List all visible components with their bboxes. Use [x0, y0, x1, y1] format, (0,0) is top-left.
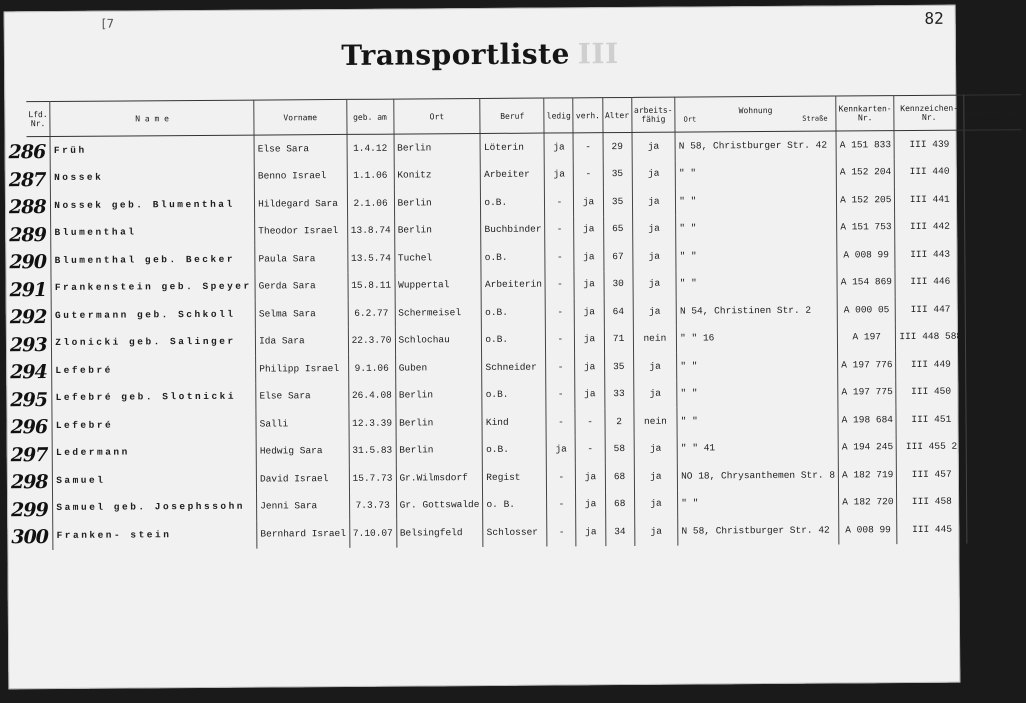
id-card-number-cell: A 008 99: [839, 516, 898, 544]
row-number-cell: [9, 275, 51, 303]
row-number-cell: [9, 330, 52, 358]
married-status-cell: -: [573, 133, 602, 161]
birth-date-cell: 22.3.70: [348, 327, 395, 355]
birth-place-cell: Berlin: [395, 382, 482, 410]
birth-place-cell: Wuppertal: [395, 272, 482, 300]
birth-place-cell: Berlin: [396, 436, 483, 464]
occupation-cell: o. B.: [483, 491, 547, 519]
birth-place-cell: Belsingfeld: [396, 519, 483, 547]
occupation-cell: Arbeiterin: [481, 271, 545, 299]
handwritten-number: 290: [9, 251, 47, 274]
residence-cell: NO 18, Chrysanthemen Str. 8: [677, 462, 838, 491]
wohnung-ort-label: Ort: [683, 114, 697, 124]
handwritten-number: 288: [8, 196, 46, 219]
age-cell: 35: [603, 160, 632, 188]
handwritten-number: 287: [8, 168, 46, 191]
person-name-cell: Samuel geb. Josephssohn: [53, 493, 257, 522]
age-cell: 2: [604, 408, 633, 436]
remarks-cell: [964, 130, 1022, 158]
birth-place-cell: Berlin: [394, 217, 481, 245]
single-status-cell: -: [545, 216, 574, 244]
married-status-cell: ja: [575, 381, 604, 409]
residence-cell: N 54, Christinen Str. 2: [676, 297, 837, 326]
id-card-number-cell: A 151 833: [836, 131, 895, 159]
handwritten-number: 297: [10, 443, 48, 466]
birth-place-cell: Konitz: [394, 162, 481, 190]
remarks-cell: [966, 460, 1024, 488]
handwritten-number: 299: [11, 498, 48, 521]
page-title: [4, 35, 956, 75]
col-vorname: Vorname: [254, 99, 347, 135]
id-card-number-cell: A 197 775: [838, 379, 897, 407]
person-name-cell: Lefebré geb. Slotnicki: [52, 383, 256, 412]
col-bemerkungen: Bemerkungen: [964, 95, 1022, 130]
remarks-cell: [966, 378, 1024, 406]
birth-date-cell: 7.10.07: [349, 520, 396, 548]
transport-table: [8, 94, 1024, 549]
fit-for-work-cell: ja: [632, 243, 676, 271]
first-name-cell: Paula Sara: [255, 245, 348, 273]
married-status-cell: ja: [575, 326, 604, 354]
handwritten-number: 286: [8, 141, 46, 164]
married-status-cell: ja: [576, 463, 605, 491]
col-kennzeichen: Kennzeichen-Nr.: [894, 95, 964, 130]
row-number-cell: [9, 220, 51, 248]
document-page: [4, 5, 1020, 690]
remarks-cell: [965, 213, 1023, 241]
birth-date-cell: 2.1.06: [347, 190, 394, 218]
married-status-cell: -: [576, 436, 605, 464]
occupation-cell: Arbeiter: [481, 161, 545, 189]
birth-date-cell: 1.1.06: [347, 162, 394, 190]
title-text: Transportliste: [341, 37, 570, 72]
mark-number-cell: III 446: [895, 268, 965, 296]
mark-number-cell: III 445: [897, 516, 967, 544]
occupation-cell: o.B.: [481, 244, 545, 272]
residence-cell: " ": [677, 407, 838, 436]
occupation-cell: Schlosser: [483, 519, 547, 547]
handwritten-number: 294: [10, 361, 47, 384]
birth-date-cell: 15.7.73: [349, 465, 396, 493]
birth-date-cell: 7.3.73: [349, 492, 396, 520]
handwritten-number: 300: [11, 526, 49, 549]
birth-place-cell: Berlin: [395, 409, 482, 437]
residence-cell: " " 41: [677, 434, 838, 463]
person-name-cell: Franken- stein: [53, 521, 257, 550]
person-name-cell: Nossek: [50, 163, 254, 192]
id-card-number-cell: A 000 05: [837, 296, 896, 324]
fit-for-work-cell: ja: [632, 215, 676, 243]
single-status-cell: -: [545, 243, 574, 271]
title-suffix: III: [577, 37, 619, 71]
residence-cell: N 58, Christburger Str. 42: [678, 517, 839, 546]
first-name-cell: Theodor Israel: [255, 217, 348, 245]
id-card-number-cell: A 152 205: [837, 186, 896, 214]
remarks-cell: [965, 268, 1023, 296]
birth-date-cell: 13.8.74: [347, 217, 394, 245]
col-geb: geb. am: [346, 99, 393, 134]
single-status-cell: -: [547, 491, 576, 519]
id-card-number-cell: A 151 753: [837, 214, 896, 242]
residence-cell: " ": [676, 269, 837, 298]
residence-cell: " ": [676, 187, 837, 216]
single-status-cell: -: [547, 463, 576, 491]
birth-place-cell: Gr. Gottswalde: [396, 491, 483, 519]
mark-number-cell: III 450: [896, 378, 966, 406]
handwritten-number: 293: [9, 333, 47, 356]
age-cell: 67: [603, 243, 632, 271]
age-cell: 30: [604, 270, 633, 298]
residence-cell: " ": [676, 214, 837, 243]
age-cell: 29: [603, 132, 632, 160]
fit-for-work-cell: ja: [634, 490, 678, 518]
fit-for-work-cell: ja: [632, 188, 676, 216]
person-name-cell: Nossek geb. Blumenthal: [51, 191, 255, 220]
first-name-cell: Jenni Sara: [257, 492, 350, 520]
fit-for-work-cell: ja: [634, 463, 678, 491]
single-status-cell: ja: [546, 436, 575, 464]
fit-for-work-cell: ja: [632, 160, 676, 188]
occupation-cell: Löterin: [480, 133, 544, 161]
remarks-cell: [964, 158, 1022, 186]
occupation-cell: o.B.: [482, 326, 546, 354]
handwritten-number: 296: [10, 416, 48, 439]
fit-for-work-cell: ja: [633, 380, 677, 408]
col-kennkarte: Kennkarten-Nr.: [836, 96, 895, 131]
single-status-cell: -: [545, 271, 574, 299]
mark-number-cell: III 457: [897, 461, 967, 489]
mark-number-cell: III 458: [897, 488, 967, 516]
col-beruf: Beruf: [480, 98, 544, 133]
id-card-number-cell: A 194 245: [838, 434, 897, 462]
mark-number-cell: III 442: [895, 213, 965, 241]
mark-number-cell: III 439: [894, 130, 964, 158]
fit-for-work-cell: ja: [632, 132, 676, 160]
residence-cell: " ": [676, 242, 837, 271]
person-name-cell: Ledermann: [52, 438, 256, 467]
id-card-number-cell: A 182 720: [839, 489, 898, 517]
col-lfd: Lfd. Nr.: [26, 102, 50, 137]
birth-date-cell: 1.4.12: [347, 134, 394, 162]
mark-number-cell: III 443: [895, 241, 965, 269]
person-name-cell: Zlonicki geb. Salinger: [52, 328, 256, 357]
wohnung-strasse-label: Straße: [802, 114, 828, 123]
id-card-number-cell: A 197 776: [838, 351, 897, 379]
mark-number-cell: III 449: [896, 351, 966, 379]
birth-place-cell: Schlochau: [395, 327, 482, 355]
first-name-cell: Else Sara: [256, 382, 349, 410]
single-status-cell: ja: [544, 133, 573, 161]
married-status-cell: ja: [574, 271, 603, 299]
person-name-cell: Samuel: [53, 466, 257, 495]
first-name-cell: Hildegard Sara: [254, 190, 347, 218]
residence-cell: " " 16: [677, 324, 838, 353]
remarks-cell: [966, 323, 1024, 351]
birth-place-cell: Berlin: [394, 134, 481, 163]
mark-number-cell: III 447: [896, 296, 966, 324]
residence-cell: " ": [677, 379, 838, 408]
row-number-cell: [10, 412, 52, 440]
mark-number-cell: III 441: [895, 186, 965, 214]
col-wohnung: [675, 96, 836, 132]
occupation-cell: o.B.: [482, 381, 546, 409]
age-cell: 65: [603, 215, 632, 243]
first-name-cell: Bernhard Israel: [257, 520, 350, 548]
single-status-cell: -: [547, 518, 576, 546]
first-name-cell: Gerda Sara: [255, 272, 348, 300]
single-status-cell: -: [546, 353, 575, 381]
row-number-cell: [11, 522, 53, 550]
remarks-cell: [965, 240, 1023, 268]
single-status-cell: -: [546, 408, 575, 436]
table-row: [29, 515, 1024, 549]
person-name-cell: Blumenthal geb. Becker: [51, 246, 255, 275]
age-cell: 35: [603, 188, 632, 216]
remarks-cell: [965, 295, 1023, 323]
person-name-cell: Frankenstein geb. Speyer: [51, 273, 255, 302]
birth-date-cell: 13.5.74: [347, 245, 394, 273]
married-status-cell: ja: [576, 518, 605, 546]
occupation-cell: Buchbinder: [481, 216, 545, 244]
birth-place-cell: Guben: [395, 354, 482, 382]
fit-for-work-cell: ja: [633, 298, 677, 326]
single-status-cell: -: [545, 188, 574, 216]
id-card-number-cell: A 008 99: [837, 241, 896, 269]
first-name-cell: Salli: [256, 410, 349, 438]
person-name-cell: Gutermann geb. Schkoll: [51, 301, 255, 330]
row-number-cell: [10, 440, 53, 468]
id-card-number-cell: A 182 719: [838, 461, 897, 489]
col-ort: Ort: [393, 99, 480, 135]
married-status-cell: ja: [574, 188, 603, 216]
row-number-cell: [8, 192, 51, 220]
married-status-cell: ja: [576, 491, 605, 519]
remarks-cell: [967, 515, 1025, 543]
age-cell: 34: [605, 518, 634, 546]
row-number-cell: [8, 165, 51, 193]
single-status-cell: ja: [545, 161, 574, 189]
birth-place-cell: Berlin: [394, 189, 481, 217]
handwritten-number: 295: [10, 388, 48, 411]
first-name-cell: Benno Israel: [254, 162, 347, 190]
single-status-cell: -: [546, 326, 575, 354]
married-status-cell: -: [575, 408, 604, 436]
fit-for-work-cell: ja: [633, 353, 677, 381]
id-card-number-cell: A 197: [837, 324, 896, 352]
mark-number-cell: III 440: [895, 158, 965, 186]
residence-cell: " ": [675, 159, 836, 188]
id-card-number-cell: A 198 684: [838, 406, 897, 434]
id-card-number-cell: A 152 204: [836, 159, 895, 187]
age-cell: 68: [605, 463, 634, 491]
remarks-cell: [966, 433, 1024, 461]
birth-date-cell: 15.8.11: [348, 272, 395, 300]
age-cell: 68: [605, 490, 634, 518]
married-status-cell: ja: [575, 298, 604, 326]
col-name: N a m e: [50, 100, 254, 136]
row-number-cell: [9, 247, 51, 275]
fit-for-work-cell: ja: [633, 270, 677, 298]
remarks-cell: [965, 185, 1023, 213]
residence-cell: " ": [677, 352, 838, 381]
birth-place-cell: Tuchel: [394, 244, 481, 272]
first-name-cell: David Israel: [256, 465, 349, 493]
married-status-cell: ja: [574, 216, 603, 244]
age-cell: 33: [604, 380, 633, 408]
occupation-cell: Schneider: [482, 354, 546, 382]
id-card-number-cell: A 154 869: [837, 269, 896, 297]
col-verh: verh.: [573, 98, 602, 133]
married-status-cell: ja: [574, 243, 603, 271]
first-name-cell: Else Sara: [254, 134, 347, 163]
single-status-cell: -: [546, 298, 575, 326]
page-number: 82: [924, 8, 944, 28]
first-name-cell: Hedwig Sara: [256, 437, 349, 465]
occupation-cell: Kind: [482, 409, 546, 437]
handwritten-number: 292: [9, 306, 47, 329]
handwritten-number: 289: [9, 223, 46, 246]
occupation-cell: Regist: [483, 464, 547, 492]
fit-for-work-cell: nein: [633, 325, 677, 353]
birth-date-cell: 26.4.08: [348, 382, 395, 410]
birth-date-cell: 6.2.77: [348, 300, 395, 328]
person-name-cell: Früh: [50, 135, 254, 164]
row-number-cell: [10, 385, 52, 413]
mark-number-cell: III 455 2: [897, 433, 967, 461]
fit-for-work-cell: ja: [634, 518, 678, 546]
remarks-cell: [967, 488, 1025, 516]
occupation-cell: o.B.: [482, 436, 546, 464]
birth-place-cell: Gr.Wilmsdorf: [396, 464, 483, 492]
occupation-cell: o.B.: [481, 189, 545, 217]
person-name-cell: Lefebré: [52, 411, 256, 440]
fit-for-work-cell: nein: [634, 408, 678, 436]
birth-date-cell: 9.1.06: [348, 355, 395, 383]
mark-number-cell: III 448 588: [896, 323, 966, 351]
top-mark: [7: [101, 16, 115, 31]
age-cell: 64: [604, 298, 633, 326]
remarks-cell: [966, 350, 1024, 378]
col-alter: Alter: [602, 97, 631, 132]
occupation-cell: o.B.: [482, 299, 546, 327]
first-name-cell: Philipp Israel: [256, 355, 349, 383]
single-status-cell: -: [546, 381, 575, 409]
age-cell: 71: [604, 325, 633, 353]
residence-cell: " ": [678, 489, 839, 518]
birth-date-cell: 12.3.39: [349, 410, 396, 438]
row-number-cell: [9, 302, 52, 330]
fit-for-work-cell: ja: [634, 435, 678, 463]
row-number-cell: [11, 495, 53, 523]
married-status-cell: ja: [575, 353, 604, 381]
person-name-cell: Lefebré: [52, 356, 256, 385]
row-number-cell: [8, 137, 51, 165]
first-name-cell: Selma Sara: [255, 300, 348, 328]
birth-place-cell: Schermeisel: [395, 299, 482, 327]
mark-number-cell: III 451: [896, 406, 966, 434]
married-status-cell: -: [574, 161, 603, 189]
col-arbeit: arbeits-fähig: [631, 97, 675, 132]
row-number-cell: [10, 357, 52, 385]
person-name-cell: Blumenthal: [51, 218, 255, 247]
birth-date-cell: 31.5.83: [349, 437, 396, 465]
wohnung-label: Wohnung: [738, 105, 773, 115]
age-cell: 58: [605, 435, 634, 463]
age-cell: 35: [604, 353, 633, 381]
row-number-cell: [10, 467, 53, 495]
handwritten-number: 291: [9, 278, 47, 301]
first-name-cell: Ida Sara: [255, 327, 348, 355]
remarks-cell: [966, 405, 1024, 433]
residence-cell: N 58, Christburger Str. 42: [675, 131, 836, 160]
handwritten-number: 298: [10, 471, 48, 494]
col-ledig: ledig: [544, 98, 573, 133]
